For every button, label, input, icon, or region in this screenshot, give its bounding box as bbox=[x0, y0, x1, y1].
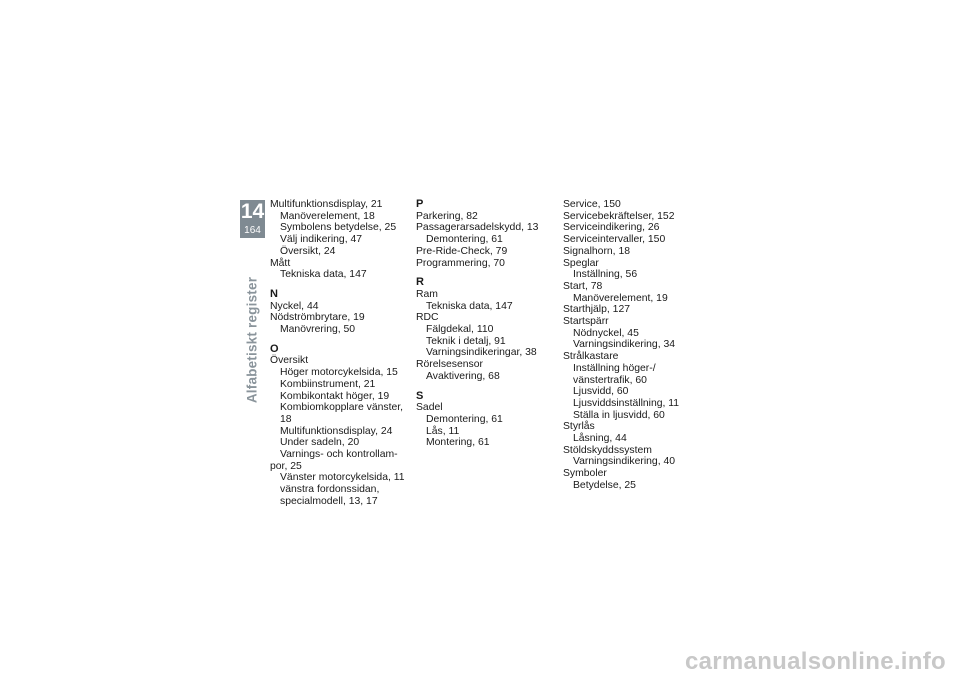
index-subentry: Höger motorcykelsida, 15 bbox=[280, 367, 398, 379]
index-entry: Speglar bbox=[563, 257, 599, 269]
index-subentry: Ställa in ljusvidd, 60 bbox=[573, 409, 665, 421]
index-subentry: Teknik i detalj, 91 bbox=[426, 335, 506, 347]
index-subentry: Tekniska data, 147 bbox=[426, 300, 513, 312]
index-subentry: Inställning höger-/ bbox=[573, 362, 656, 374]
index-entry: Starthjälp, 127 bbox=[563, 304, 631, 316]
index-entry: Startspärr bbox=[563, 316, 609, 328]
index-letter-heading: P bbox=[416, 198, 424, 210]
index-subentry: Fälgdekal, 110 bbox=[426, 324, 494, 336]
index-entry: Serviceindikering, 26 bbox=[563, 222, 660, 234]
index-entry: Servicebekräftelser, 152 bbox=[563, 210, 675, 222]
index-subentry: Demontering, 61 bbox=[426, 234, 503, 246]
index-entry: Översikt bbox=[270, 355, 309, 367]
page-number: 164 bbox=[244, 225, 261, 236]
index-entry: Multifunktionsdisplay, 21 bbox=[270, 199, 383, 210]
index-letter-heading: R bbox=[416, 276, 424, 289]
index-entry: RDC bbox=[416, 312, 439, 324]
index-subentry: Betydelse, 25 bbox=[573, 479, 636, 491]
index-entry: Signalhorn, 18 bbox=[563, 245, 631, 257]
index-subentry: specialmodell, 13, 17 bbox=[280, 495, 378, 507]
index-entry: Strålkastare bbox=[563, 351, 619, 363]
index-subentry: Symbolens betydelse, 25 bbox=[280, 222, 397, 234]
index-subentry: Ljusvidd, 60 bbox=[573, 386, 629, 398]
index-column-3 bbox=[563, 199, 701, 492]
index-subentry: Manöverelement, 19 bbox=[573, 292, 668, 304]
index-subentry: vänstertrafik, 60 bbox=[573, 374, 647, 386]
index-entry: Serviceintervaller, 150 bbox=[563, 234, 666, 246]
index-entry: Service, 150 bbox=[563, 199, 621, 210]
index-subentry: Under sadeln, 20 bbox=[280, 437, 360, 449]
index-subentry: Varningsindikering, 40 bbox=[573, 456, 676, 468]
index-letter-heading: O bbox=[270, 342, 279, 355]
index-subentry: Manöverelement, 18 bbox=[280, 210, 375, 222]
index-entry: Stöldskyddssystem bbox=[563, 444, 652, 456]
index-letter-heading: N bbox=[270, 287, 278, 300]
index-entry: Rörelsesensor bbox=[416, 359, 483, 371]
index-subentry: Välj indikering, 47 bbox=[280, 234, 363, 246]
index-subentry: Kombikontakt höger, 19 bbox=[280, 390, 390, 402]
index-subentry: Varningsindikeringar, 38 bbox=[426, 347, 537, 359]
index-subentry: Lås, 11 bbox=[426, 425, 460, 437]
index-subentry: vänstra fordonssidan, bbox=[280, 484, 380, 496]
index-subentry: Montering, 61 bbox=[426, 437, 490, 449]
index-letter-heading: S bbox=[416, 389, 424, 402]
index-entry: Ram bbox=[416, 288, 438, 300]
index-subentry: Vänster motorcykelsida, 11 bbox=[280, 472, 405, 484]
index-entry: Mått bbox=[270, 257, 291, 269]
index-subentry: Avaktivering, 68 bbox=[426, 370, 500, 382]
index-subentry: Varningsindikering, 34 bbox=[573, 339, 676, 351]
index-subentry: Multifunktionsdisplay, 24 bbox=[280, 425, 393, 437]
index-entry: Styrlås bbox=[563, 421, 595, 433]
index-subentry: Ljusviddsinställning, 11 bbox=[573, 397, 680, 409]
index-entry: Start, 78 bbox=[563, 280, 603, 292]
index-entry: Parkering, 82 bbox=[416, 210, 478, 222]
index-entry: Symboler bbox=[563, 468, 607, 480]
chapter-number: 14 bbox=[240, 200, 265, 223]
index-entry: Nyckel, 44 bbox=[270, 300, 319, 312]
index-subentry: Manövrering, 50 bbox=[280, 324, 356, 336]
index-subentry: por, 25 bbox=[270, 460, 302, 472]
chapter-title: Alfabetiskt register bbox=[244, 276, 260, 404]
index-column-1 bbox=[270, 199, 408, 508]
index-entry: Nödströmbrytare, 19 bbox=[270, 312, 365, 324]
index-subentry: Kombiinstrument, 21 bbox=[280, 378, 376, 390]
index-entry: Passagerarsadelskydd, 13 bbox=[416, 222, 539, 234]
index-entry: Pre-Ride-Check, 79 bbox=[416, 245, 508, 257]
index-subentry: Tekniska data, 147 bbox=[280, 269, 367, 281]
index-entry: Sadel bbox=[416, 402, 443, 414]
index-entry: Programmering, 70 bbox=[416, 257, 505, 269]
index-subentry: Översikt, 24 bbox=[280, 245, 336, 257]
index-subentry: Nödnyckel, 45 bbox=[573, 327, 639, 339]
index-subentry: Varnings- och kontrollam- bbox=[280, 449, 398, 461]
index-subentry: Kombiomkopplare vänster, 18 bbox=[280, 402, 404, 425]
index-subentry: Demontering, 61 bbox=[426, 413, 503, 425]
chapter-badge bbox=[240, 200, 265, 238]
index-subentry: Inställning, 56 bbox=[573, 269, 638, 281]
index-column-2 bbox=[416, 199, 554, 449]
watermark: carmanualsonline.info bbox=[684, 648, 946, 675]
index-subentry: Låsning, 44 bbox=[573, 433, 627, 445]
